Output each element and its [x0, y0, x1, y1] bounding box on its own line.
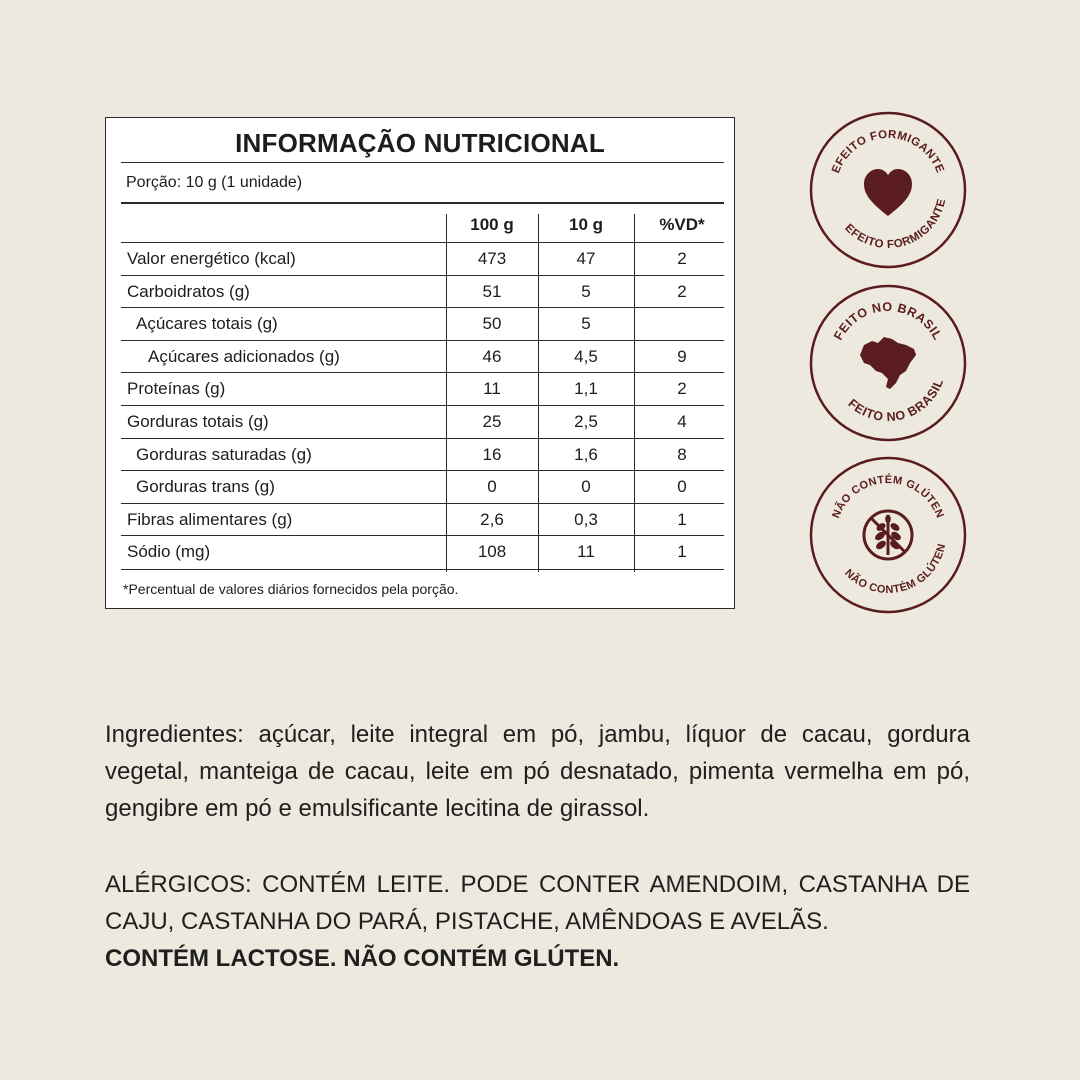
value-100g: 2,6 [480, 509, 504, 529]
nutrient-label: Proteínas (g) [127, 379, 226, 399]
allergens-text: ALÉRGICOS: CONTÉM LEITE. PODE CONTER AMENDOIM, CASTANHA DE CAJU, CASTANHA DO PARÁ, PISTACHE, AMÊNDOAS E AVELÃS. [105, 871, 970, 935]
nutrient-label: Gorduras totais (g) [127, 412, 269, 431]
value-10g: 5 [581, 314, 591, 334]
seal-text-bottom: NÃO CONTÉM GLÚTEN [842, 542, 949, 597]
nutrient-label: Fibras alimentares (g) [127, 509, 293, 529]
table-row [121, 243, 724, 276]
value-vd: 8 [677, 444, 687, 464]
table-row [121, 341, 724, 374]
value-100g: 16 [482, 444, 502, 464]
allergens-bold-text: CONTÉM LACTOSE. NÃO CONTÉM GLÚTEN. [105, 945, 620, 972]
value-vd: 9 [677, 346, 687, 366]
svg-text:NÃO CONTÉM GLÚTEN [841, 540, 958, 609]
seal-text-top: EFEITO FORMIGANTE [830, 128, 946, 176]
brazil-map-icon [860, 337, 916, 389]
table-row [121, 406, 724, 439]
header-vd: %VD* [659, 215, 705, 234]
nutrition-table [105, 117, 735, 609]
value-100g: 46 [482, 346, 502, 366]
seal-feito-no-brasil [808, 283, 968, 443]
value-vd: 0 [677, 477, 687, 497]
nutrition-title: INFORMAÇÃO NUTRICIONAL [235, 128, 605, 158]
divider [121, 202, 724, 204]
no-gluten-icon [864, 511, 912, 559]
svg-text:NÃO CONTÉM GLÚTEN [830, 473, 946, 520]
header-10g: 10 g [568, 215, 604, 234]
seal-text-top: FEITO NO BRASIL [831, 299, 945, 343]
value-vd: 1 [677, 542, 687, 562]
seal-text-bottom: FEITO NO BRASIL [845, 376, 947, 425]
portion-label: Porção: 10 g (1 unidade) [126, 174, 303, 191]
value-vd: 2 [677, 379, 687, 399]
value-100g: 108 [477, 542, 507, 562]
table-row [121, 471, 724, 504]
table-row [121, 308, 724, 341]
value-100g: 51 [482, 281, 502, 301]
nutrient-label: Valor energético (kcal) [127, 249, 296, 268]
header-100g: 100 g [470, 215, 514, 234]
nutrient-label: Açúcares adicionados (g) [148, 346, 340, 366]
value-100g: 473 [477, 249, 507, 268]
seal-svg [808, 455, 968, 615]
value-10g: 11 [577, 542, 595, 562]
table-row [121, 276, 724, 309]
seal-svg [808, 110, 968, 270]
nutrient-label: Gorduras trans (g) [136, 477, 275, 497]
value-10g: 5 [581, 281, 591, 301]
value-10g: 1,1 [574, 379, 598, 399]
ingredients-text: Ingredientes: açúcar, leite integral em pó, jambu, líquor de cacau, gordura vegetal, manteiga de cacau, leite em pó desnatado, pimenta vermelha em pó, gengibre em pó e emulsificante lecitina de girassol. [105, 721, 970, 822]
value-100g: 11 [483, 379, 501, 399]
nutrient-label: Gorduras saturadas (g) [136, 444, 312, 464]
seal-efeito-formigante [808, 110, 968, 270]
nutrient-label: Sódio (mg) [127, 542, 211, 562]
nutrient-label: Açúcares totais (g) [136, 314, 278, 334]
value-vd: 4 [677, 412, 687, 431]
svg-text:EFEITO FORMIGANTE [830, 129, 946, 175]
value-vd: 2 [677, 249, 687, 268]
divider [121, 162, 724, 163]
seal-text-top: NÃO CONTÉM GLÚTEN [830, 473, 946, 521]
svg-text:FEITO NO BRASIL [831, 300, 945, 343]
value-10g: 0,3 [574, 509, 598, 529]
row-divider [121, 569, 724, 570]
value-10g: 4,5 [574, 346, 598, 366]
value-10g: 2,5 [574, 412, 598, 431]
table-row [121, 439, 724, 472]
value-100g: 25 [482, 412, 502, 431]
value-100g: 0 [487, 477, 497, 497]
svg-text:FEITO NO BRASIL [843, 374, 953, 435]
seal-svg [808, 283, 968, 443]
value-vd: 1 [677, 509, 687, 529]
seal-text-bottom: EFEITO FORMIGANTE [842, 197, 949, 252]
table-row [121, 504, 724, 537]
value-100g: 50 [482, 314, 502, 334]
table-row [121, 536, 724, 569]
value-vd: 2 [677, 281, 687, 301]
footnote: *Percentual de valores diários fornecidos pela porção. [123, 581, 459, 597]
nutrient-label: Carboidratos (g) [127, 281, 250, 301]
value-10g: 47 [576, 249, 596, 268]
seal-nao-contem-gluten [808, 455, 968, 615]
table-row [121, 373, 724, 406]
value-10g: 0 [581, 477, 591, 497]
value-10g: 1,6 [574, 444, 598, 464]
heart-icon [864, 169, 912, 216]
